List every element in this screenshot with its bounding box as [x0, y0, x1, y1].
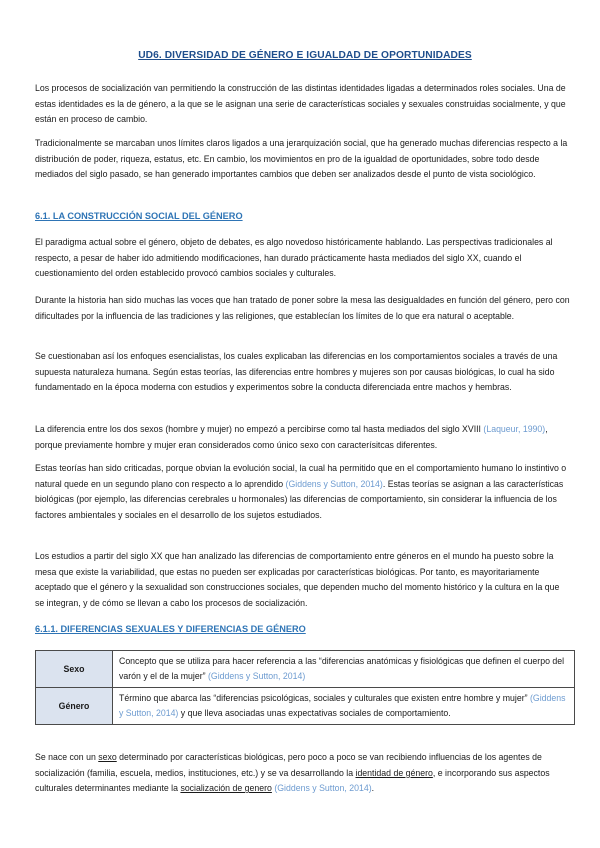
section-heading-6-1: 6.1. LA CONSTRUCCIÓN SOCIAL DEL GÉNERO	[35, 211, 243, 221]
table-row	[36, 651, 575, 688]
definition-text: Término que abarca las “diferencias psicológicas, sociales y culturales que existen entre hombre y mujer”	[119, 693, 530, 703]
citation-giddens-sutton: (Giddens y Sutton, 2014)	[208, 671, 306, 681]
citation-giddens-sutton: (Giddens y Sutton, 2014)	[285, 478, 383, 489]
definition-cell	[113, 651, 575, 688]
paragraph-text: , porque previamente hombre y mujer eran considerados como único sexo con caracterísitcas diferentes.	[35, 424, 548, 450]
section-6-1-paragraph-2: Durante la historia han sido muchas las voces que han tratado de poner sobre la mesa las desigualdades en función del género, pero con dificultades por la influencia de las tradiciones y las religiones, que establecían los límites de lo que era natural o aceptable.	[35, 295, 570, 321]
term-identidad-de-genero: identidad de género	[355, 767, 433, 778]
section-6-1-paragraph-4	[35, 422, 571, 453]
section-6-1-paragraph-5	[35, 461, 571, 523]
citation-laqueur: (Laqueur, 1990)	[483, 424, 546, 434]
section-heading-6-1-1: 6.1.1. DIFERENCIAS SEXUALES Y DIFERENCIAS DE GÉNERO	[35, 624, 306, 634]
term-cell: Sexo	[36, 651, 113, 688]
paragraph-text: .	[371, 783, 375, 794]
paragraph-text: Se nace con un	[35, 752, 99, 762]
citation-giddens-sutton: (Giddens y Sutton, 2014)	[274, 783, 372, 794]
section-6-1-paragraph-6: Los estudios a partir del siglo XX que han analizado las diferencias de comportamiento entre géneros en el mundo ha puesto sobre la mesa que existe la variabilidad, que estas no pueden ser explicadas por características biológicas. Por tanto, es mayoritariamente aceptado que el género y la sexualidad son construcciones sociales, que dependen mucho del momento histórico y la cultura en la que se integran, y de cómo se llevan a cabo los procesos de socialización.	[35, 551, 560, 608]
citation-giddens-sutton: (Giddens y Sutton, 2014)	[119, 693, 566, 718]
document-title: UD6. DIVERSIDAD DE GÉNERO E IGUALDAD DE OPORTUNIDADES	[138, 50, 472, 61]
paragraph-text: , e incorporando sus aspectos culturales determinantes mediante la	[35, 767, 550, 794]
section-6-1-paragraph-3: Se cuestionaban así los enfoques esencialistas, los cuales explicaban las diferencias en los comportamientos sociales a través de una supuesta naturaleza humana. Según estas teorías, las diferencias entre hombres y mujeres son por causas biológicas, lo cual ha sido fundamentado en la época moderna con estudios y experimentos sobre la conducta diferenciada entre machos y hembras.	[35, 351, 558, 393]
term-cell: Género	[36, 688, 113, 725]
paragraph-text: La diferencia entre los dos sexos (hombre y mujer) no empezó a percibirse como tal hasta mediados del siglo XVIII	[35, 424, 484, 434]
closing-paragraph	[35, 750, 571, 797]
definition-text: y que lleva asociadas unas expectativas sociales de comportamiento.	[178, 708, 451, 718]
term-sexo: sexo	[98, 752, 117, 762]
section-6-1-paragraph-1: El paradigma actual sobre el género, objeto de debates, es algo novedoso históricamente hablando. Las perspectivas tradicionales al respecto, a pesar de haber ido admitiendo modificaciones, han durado prácticamente hasta mediados del siglo XX, cuando el cuestionamiento del orden establecido provocó cambios sociales y culturales.	[35, 237, 553, 279]
intro-paragraph-2: Tradicionalmente se marcaban unos límites claros ligados a una jerarquización social, que ha generado muchas diferencias respecto a la distribución de poder, riqueza, estatus, etc. En cambio, los movimientos en pro de la igualdad de oportunidades, sobre todo desde mediados del siglo pasado, se han generado importantes cambios que deben ser analizados desde el punto de vista sociológico.	[35, 138, 568, 180]
table-row	[36, 688, 575, 725]
paragraph-text: Estas teorías han sido criticadas, porque obvian la evolución social, la cual ha permitido que en el comportamiento humano lo instintivo o natural quede en un segundo plano con respecto a lo aprendido	[35, 463, 567, 489]
definition-text: Concepto que se utiliza para hacer referencia a las “diferencias anatómicas y fisiológicas que definen el cuerpo del varón y el de la mujer”	[119, 656, 565, 681]
term-socializacion-de-genero: socialización de genero	[180, 783, 272, 794]
definitions-table	[35, 650, 575, 725]
definition-cell	[113, 688, 575, 725]
paragraph-text: . Estas teorías se asignan a las características biológicas (por ejemplo, las diferencias cerebrales u hormonales) las diferencias de comportamiento, sin considerar la influencia de los factores ambientales y sociales en el desarrollo de los sujetos estudiados.	[35, 478, 564, 520]
paragraph-text: determinado por características biológicas, pero poco a poco se van recibiendo influencias de los agentes de socialización (familia, escuela, medios, instituciones, etc.) y se va desarrollando la	[35, 752, 542, 778]
intro-paragraph-1: Los procesos de socialización van permitiendo la construcción de las distintas identidades ligadas a determinados roles sociales. Una de estas identidades es la de género, a la que se le asignan una serie de características sociales y sexuales construidas socialmente, y que están en proceso de cambio.	[35, 83, 566, 125]
